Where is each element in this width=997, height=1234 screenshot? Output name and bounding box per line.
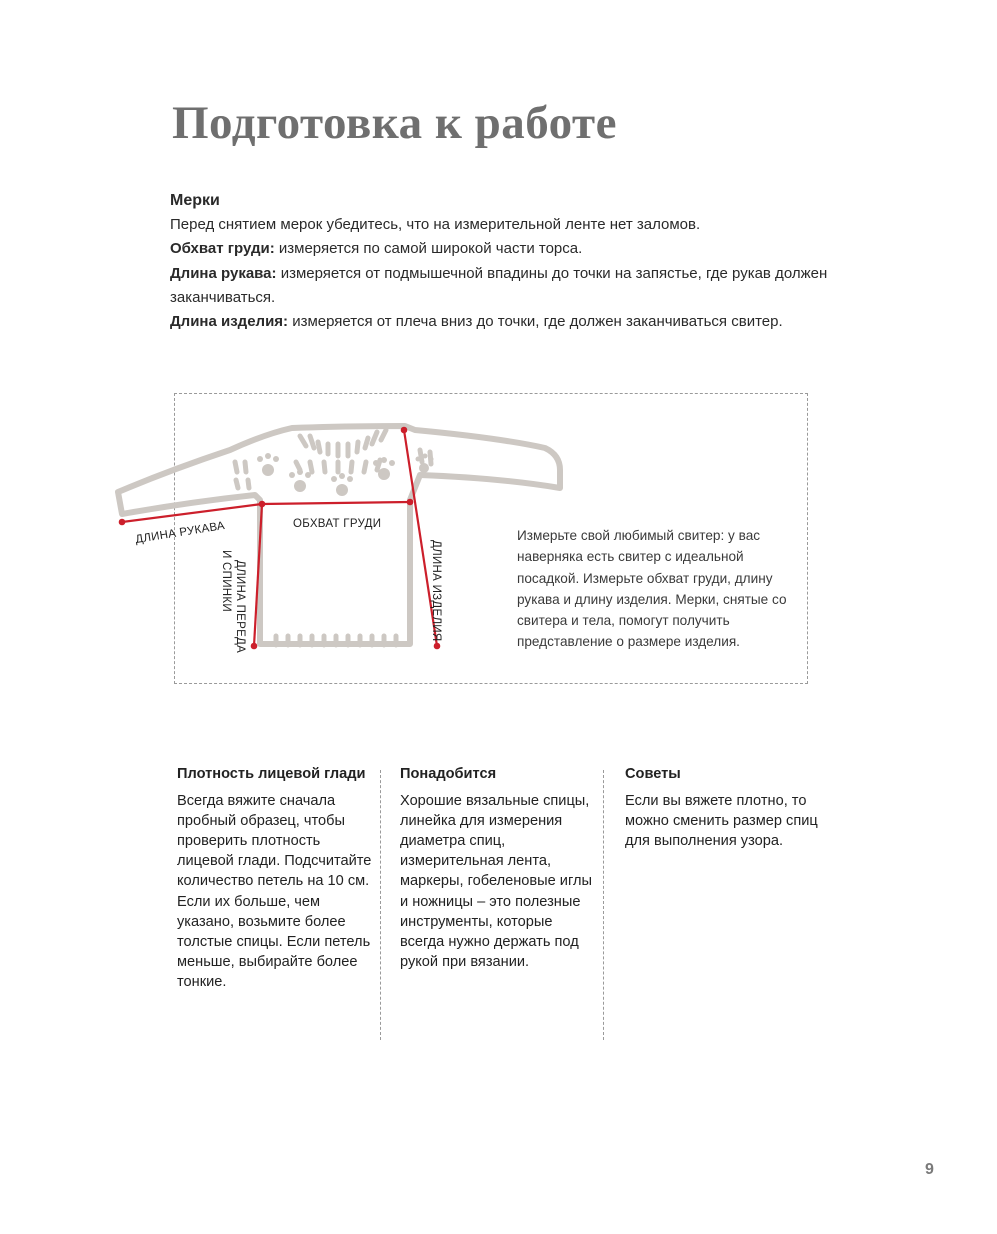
sleeve-term: Длина рукава: (170, 264, 277, 282)
label-sleeve-length: ДЛИНА РУКАВА (134, 519, 226, 546)
paw-prints (257, 453, 434, 496)
length-text: измеряется от плеча вниз до точки, где должен заканчиваться свитер. (288, 313, 783, 331)
label-front-back-1: ДЛИНА ПЕРЕДА (234, 560, 246, 654)
tips-column (625, 762, 825, 851)
label-chest: ОБХВАТ ГРУДИ (293, 518, 382, 530)
sleeve-text: измеряется от подмышечной впадины до точки на запястье, где рукав должен заканчиваться. (170, 264, 828, 306)
gauge-text: Всегда вяжите сначала пробный образец, чтобы проверить плотность лицевой глади. Подсчитайте количество петель на 10 см. Если их больше, чем указано, возьмите более толстые спицы. Если петель меньше, выбирайте более тонкие. (177, 792, 372, 991)
label-garment-length: ДЛИНА ИЗДЕЛИЯ (430, 540, 442, 642)
column-divider-2 (603, 770, 604, 1040)
page-title: Подготовка к работе (172, 97, 618, 149)
diagram-caption: Измерьте свой любимый свитер: у вас наверняка есть свитер с идеальной посадкой. Измерьте обхват груди, длину рукава и длину изделия. Мерки, снятые со свитера и тела, помогут получить представление о размере изделия. (517, 528, 787, 650)
column-divider-1 (380, 770, 381, 1040)
page-number: 9 (925, 1161, 934, 1178)
yoke-pattern (235, 430, 431, 645)
measurements-heading: Мерки (170, 192, 220, 209)
gauge-heading: Плотность лицевой глади (177, 766, 366, 782)
tips-text: Если вы вяжете плотно, то можно сменить размер спиц для выполнения узора. (625, 792, 818, 849)
tips-heading: Советы (625, 766, 681, 782)
chest-text: измеряется по самой широкой части торса. (274, 240, 583, 258)
supplies-text: Хорошие вязальные спицы, линейка для измерения диаметра спиц, измерительная лента, маркеры, гобеленовые иглы и ножницы – это полезные инструменты, которые всегда нужно держать под рукой при вязании. (400, 792, 592, 971)
gauge-column (177, 762, 372, 993)
measurements-intro: Перед снятием мерок убедитесь, что на измерительной ленте нет заломов. (170, 216, 701, 233)
label-front-back-2: И СПИНКИ (220, 550, 232, 612)
chest-term: Обхват груди: (170, 240, 275, 258)
supplies-column (400, 762, 595, 972)
supplies-heading: Понадобится (400, 766, 497, 782)
length-term: Длина изделия: (170, 313, 289, 331)
